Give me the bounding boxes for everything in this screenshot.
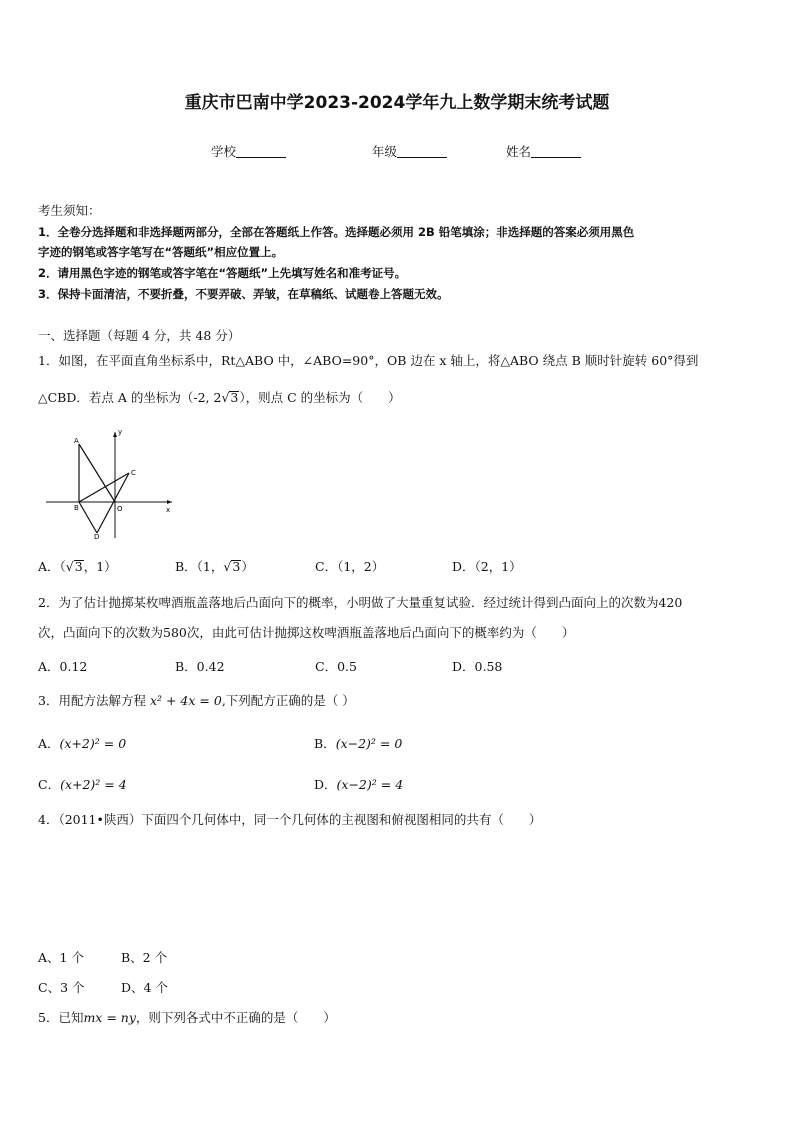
q5-stem: 5．已知mx = ny，则下列各式中不正确的是（ ） — [38, 1010, 336, 1025]
school-label: 学校 — [211, 144, 237, 159]
label-d: D — [94, 533, 100, 540]
y-axis-arrow — [113, 432, 117, 437]
q1-line1: 1．如图，在平面直角坐标系中，Rt△ABO 中，∠ABO=90°，OB 边在 x 轴上，将△ABO 绕点 B 顺时针旋转 60°得到 — [38, 353, 699, 368]
q3-stem: 3．用配方法解方程 x² + 4x = 0,下列配方正确的是（ ） — [38, 693, 355, 708]
notice-item-2: 2．请用黑色字迹的钢笔或答字笔在“答题纸”上先填写姓名和准考证号。 — [38, 266, 407, 280]
label-c: C — [131, 469, 136, 477]
page-title: 重庆市巴南中学2023-2024学年九上数学期末统考试题 — [184, 93, 610, 113]
q1-option-d[interactable]: D．（2，1） — [452, 559, 522, 574]
name-blank — [531, 145, 581, 158]
q4-option-b[interactable]: B、2 个 — [121, 950, 168, 965]
label-x: x — [166, 506, 171, 514]
q1-option-a[interactable]: A．（√3，1） — [38, 559, 117, 574]
label-y: y — [118, 428, 123, 436]
q2-option-c[interactable]: C．0.5 — [315, 659, 357, 674]
q4-option-a[interactable]: A、1 个 — [38, 950, 84, 965]
q3-option-a[interactable]: A．(x+2)² = 0 — [38, 736, 127, 751]
q2-option-d[interactable]: D．0.58 — [452, 659, 503, 674]
school-field — [211, 142, 286, 160]
x-axis-arrow — [167, 500, 172, 504]
q4-option-c[interactable]: C、3 个 — [38, 980, 85, 995]
grade-label: 年级 — [372, 144, 398, 159]
label-a: A — [74, 437, 79, 445]
sqrt-sign: √ — [221, 390, 230, 405]
q1-option-c[interactable]: C．（1，2） — [315, 559, 385, 574]
label-o: O — [117, 505, 123, 513]
q4-stem: 4．（2011•陕西）下面四个几何体中，同一个几何体的主视图和俯视图相同的共有（ ） — [38, 812, 542, 827]
q1-figure — [44, 422, 178, 540]
grade-field — [372, 142, 447, 160]
segment-ao — [79, 444, 115, 502]
school-blank — [236, 145, 286, 158]
label-b: B — [74, 504, 79, 512]
name-label: 姓名 — [506, 144, 532, 159]
q1-line2: △CBD．若点 A 的坐标为（-2, 2√3），则点 C 的坐标为（ ） — [38, 390, 401, 405]
q3-option-d[interactable]: D．(x−2)² = 4 — [314, 777, 404, 792]
q5-equation: mx = ny — [83, 1010, 136, 1025]
q2-option-a[interactable]: A．0.12 — [38, 659, 88, 674]
notice-heading: 考生须知： — [38, 203, 101, 218]
q2-option-b[interactable]: B．0.42 — [175, 659, 225, 674]
notice-item-1a: 1．全卷分选择题和非选择题两部分，全部在答题纸上作答。选择题必须用 2B 铅笔填涂；非选择题的答案必须用黑色 — [38, 225, 635, 239]
q3-option-b[interactable]: B．(x−2)² = 0 — [314, 736, 403, 751]
name-field — [506, 142, 581, 160]
q2-line2: 次，凸面向下的次数为580次，由此可估计抛掷这枚啤酒瓶盖落地后凸面向下的概率约为（ ） — [38, 625, 575, 640]
segment-bd — [79, 502, 97, 533]
notice-item-1b: 字迹的钢笔或答字笔写在“答题纸”相应位置上。 — [38, 245, 284, 259]
grade-blank — [397, 145, 447, 158]
q2-line1: 2．为了估计抛掷某枚啤酒瓶盖落地后凸面向下的概率，小明做了大量重复试验．经过统计得到凸面向上的次数为420 — [38, 595, 683, 610]
q4-option-d[interactable]: D、4 个 — [121, 980, 168, 995]
q3-equation: x² + 4x = 0 — [149, 693, 222, 708]
notice-item-3: 3．保持卡面清洁，不要折叠，不要弄破、弄皱，在草稿纸、试题卷上答题无效。 — [38, 287, 449, 301]
section-heading: 一、选择题（每题 4 分，共 48 分） — [38, 328, 241, 343]
q3-option-c[interactable]: C．(x+2)² = 4 — [38, 777, 127, 792]
q1-option-b[interactable]: B．（1，√3） — [175, 559, 254, 574]
